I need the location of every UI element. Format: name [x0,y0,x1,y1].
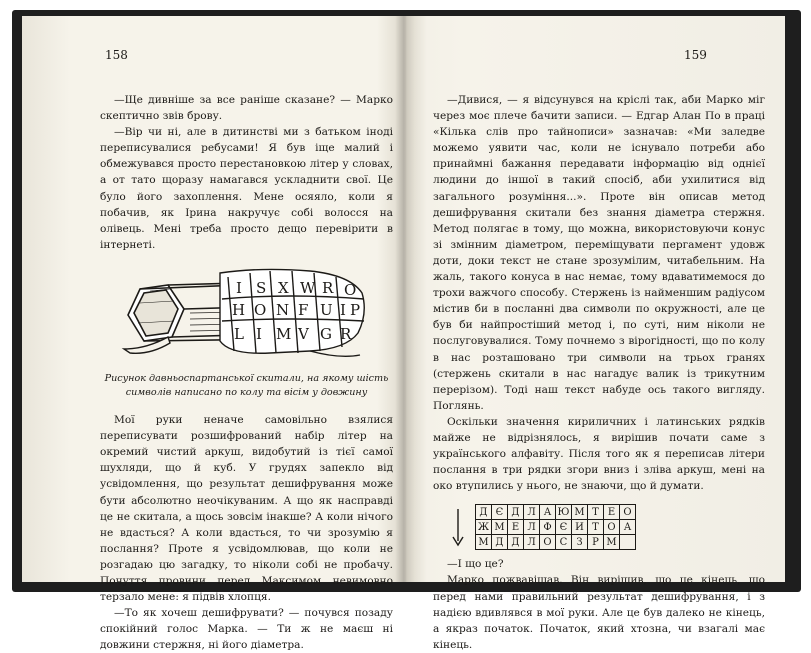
svg-text:I: I [340,300,346,319]
cipher-cell: Е [604,505,620,520]
paragraph: —Ще дивніше за все раніше сказане? — Марко скептично звів брову. [100,94,393,123]
svg-text:L: L [234,324,244,343]
cipher-cell: М [572,505,588,520]
right-page-text [433,92,765,653]
cipher-cell: Л [524,535,540,550]
cipher-cell: Д [508,505,524,520]
svg-text:M: M [276,324,292,343]
paragraph: Оскільки значення кириличних і латинських рядків майже не відрізнялось, я вирішив почати саме з українського алфавіту. Після того як я переписав літери послання в три рядки згори вниз і зліва аркуш, мені на око втупились у нього, не знаючи, що й думати. [433,415,765,493]
cipher-cell [620,535,636,550]
cipher-block [451,504,765,550]
page-number-left: 158 [105,48,128,62]
left-page [22,16,405,652]
svg-text:O: O [344,280,357,299]
cipher-cell: Л [524,520,540,535]
cipher-grid [475,504,636,550]
svg-text:O: O [254,300,267,319]
right-page [405,16,785,651]
svg-text:I: I [236,278,242,297]
cipher-cell: М [492,520,508,535]
paragraph: —Дивися, — я відсунувся на кріслі так, аби Марко міг через моє плече бачити записи. — Едгар Алан По в праці «Кілька слів про тайнописи» зазначав: «Ми заледве можемо уявити час, коли не існувало потреби або принаймні бажання передавати інформацію від однієї людини до іншої в такий спосіб, аби ухилитися від загального розуміння...». Проте він описав метод дешифрування скитали без знання діаметра стержня. Метод полягає в тому, що можна, використовуючи конус зі змінним діаметром, переміщувати пергамент удовж доти, доки текст не стане зрозумілим, читабельним. На жаль, такого конуса в нас немає, тому вдаватимемося до трохи важчого способу. Стержень із найменшим радіусом містив би в посланні два символи по окружності, але це був би найпростіший метод і, по суті, ним ніколи не послуговувалися. Тому почнемо з вірогідності, що по колу в нас розташовано три символи на трьох гранях (стержень скитали в нас нагадує валик із трикутним перерізом). Тоді наш текст набуде ось такого вигляду. Поглянь. [433,94,765,412]
cipher-cell: Є [556,520,572,535]
cipher-cell: Ж [476,520,492,535]
cipher-cell: Д [508,535,524,550]
cipher-cell: О [540,535,556,550]
arrow-down-icon [451,507,465,547]
paragraph: —Вір чи ні, але в дитинстві ми з батьком іноді переписувалися ребусами! Я був іще малий і обмежувався просто перестановкою літер у словах, а от тато щоразу намагався ускладнити свої. Це було його захоплення. Мене осяяло, коли я побачив, як Ірина накручує собі волосся на олівець. Мені треба просто дещо перевірити в інтернеті. [100,126,393,251]
paragraph: —То як хочеш дешифрувати? — почувся позаду спокійний голос Марка. — Ти ж не маєш ні довжини стержня, ні його діаметра. [100,607,393,652]
cipher-cell: Ф [540,520,556,535]
cipher-row [476,535,636,550]
paragraph: Мої руки неначе самовільно взялися переписувати розшифрований набір літер на окремий чистий аркуш, видобутий із тієї самої шухляди, що й куб. У грудях запекло від усвідомлення, що результат дешифрування може бути абсолютно неочікуваним. А що як насправді це не скитала, а щось зовсім інакше? А коли нічого не вдасться? А коли вдасться, то чи зрозумію я послання? Проте я усвідомлював, що коли не розгадаю цю загадку, то ніколи собі не пробачу. Почуття провини перед Максимом невимовно терзало мене: я підвів хлопця. [100,414,393,604]
cipher-cell: Т [588,520,604,535]
cipher-cell: И [572,520,588,535]
svg-text:G: G [320,324,332,343]
cipher-cell: Ю [556,505,572,520]
left-page-text [100,92,393,653]
cipher-cell: Е [508,520,524,535]
cipher-cell: Т [588,505,604,520]
cipher-cell: Р [588,535,604,550]
cipher-cell: Д [492,535,508,550]
svg-text:S: S [256,278,267,297]
svg-text:W: W [300,278,316,297]
page-number-right: 159 [684,48,707,62]
cipher-cell: А [620,520,636,535]
cipher-cell: О [620,505,636,520]
svg-text:V: V [298,324,309,343]
svg-text:P: P [350,300,361,319]
svg-text:N: N [276,300,290,319]
cipher-cell: О [604,520,620,535]
cipher-cell: М [476,535,492,550]
svg-text:I: I [256,324,262,343]
svg-text:X: X [278,278,289,297]
svg-text:R: R [322,278,334,297]
svg-text:H: H [232,300,246,319]
cipher-cell: З [572,535,588,550]
cipher-row [476,520,636,535]
svg-text:F: F [298,300,309,319]
scytale-illustration [110,263,370,361]
cipher-cell: М [604,535,620,550]
cipher-cell: Є [492,505,508,520]
cipher-cell: Л [524,505,540,520]
paragraph: —І що це? [447,558,504,571]
cipher-cell: Д [476,505,492,520]
cipher-cell: С [556,535,572,550]
svg-text:U: U [320,300,333,319]
cipher-cell: А [540,505,556,520]
svg-text:R: R [340,324,352,343]
figure-caption: Рисунок давньоспартанської скитали, на якому шість символів написано по колу та вісім у довжину [104,373,389,399]
cipher-row [476,505,636,520]
paragraph: Марко пожвавішав. Він вирішив, що це кінець, що перед нами правильний результат дешифрування, і з надією вдивлявся в мої руки. Але це був далеко не кінець, а якраз початок. Початок, який хтозна, чи взагалі має кінець. [433,574,765,651]
